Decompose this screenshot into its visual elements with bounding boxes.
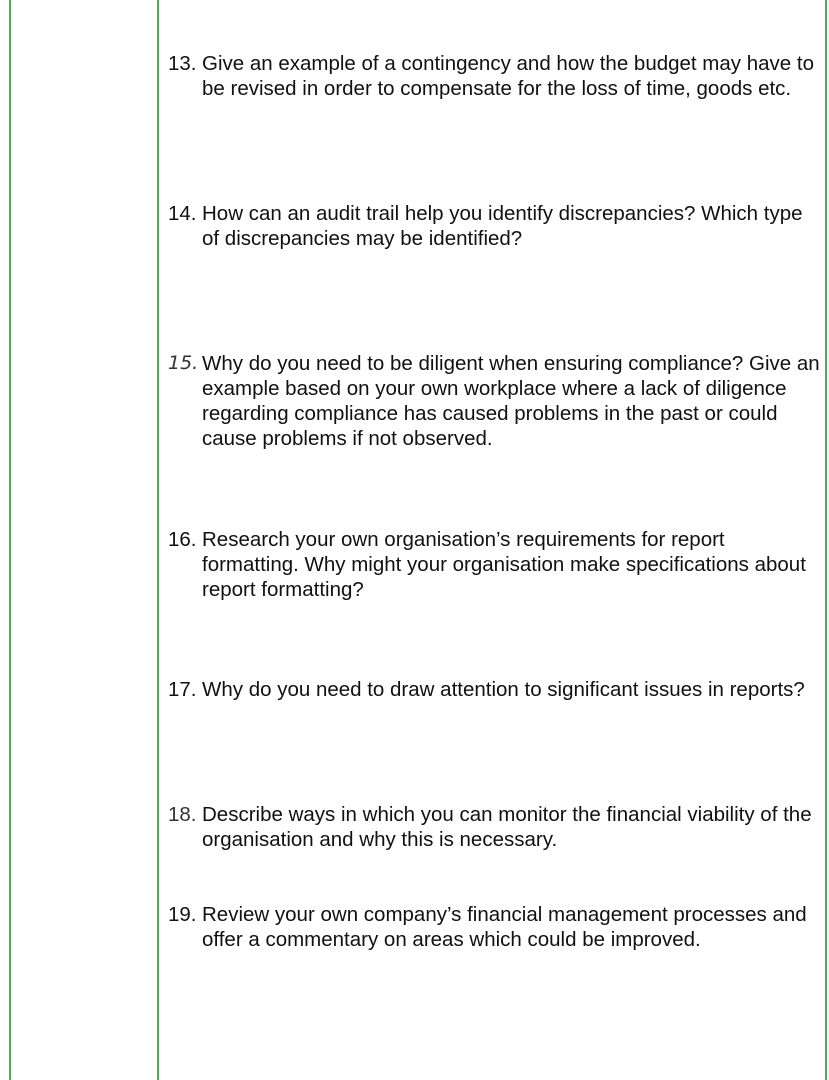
question-number: 16. (168, 528, 197, 551)
question-text: Research your own organisation’s requirements for report formatting. Why might your organisation make specifications about report formatting? (202, 528, 806, 601)
question-text: How can an audit trail help you identify discrepancies? Which type of discrepancies may be identified? (202, 202, 803, 250)
question-text: Why do you need to be diligent when ensuring compliance? Give an example based on your own workplace where a lack of diligence regarding compliance has caused problems in the past or could cause problems if not observed. (202, 352, 820, 450)
question-number: 19. (168, 903, 197, 926)
question-number: 15. (168, 352, 199, 374)
question-text: Give an example of a contingency and how the budget may have to be revised in order to compensate for the loss of time, goods etc. (202, 52, 814, 100)
question-13 (168, 51, 820, 101)
question-text: Why do you need to draw attention to significant issues in reports? (202, 678, 805, 701)
question-17 (168, 677, 820, 702)
question-number: 18. (168, 803, 197, 826)
question-18 (168, 802, 820, 852)
question-text: Review your own company’s financial management processes and offer a commentary on areas which could be improved. (202, 903, 807, 951)
question-number: 17. (168, 678, 197, 701)
table-column-divider (157, 0, 159, 1080)
question-14 (168, 201, 820, 251)
question-number: 13. (168, 52, 197, 75)
question-15 (168, 351, 820, 451)
question-number: 14. (168, 202, 197, 225)
question-19 (168, 902, 820, 952)
question-16 (168, 527, 820, 602)
table-border-left (9, 0, 11, 1080)
table-border-right (825, 0, 827, 1080)
question-text: Describe ways in which you can monitor the financial viability of the organisation and why this is necessary. (202, 803, 812, 851)
